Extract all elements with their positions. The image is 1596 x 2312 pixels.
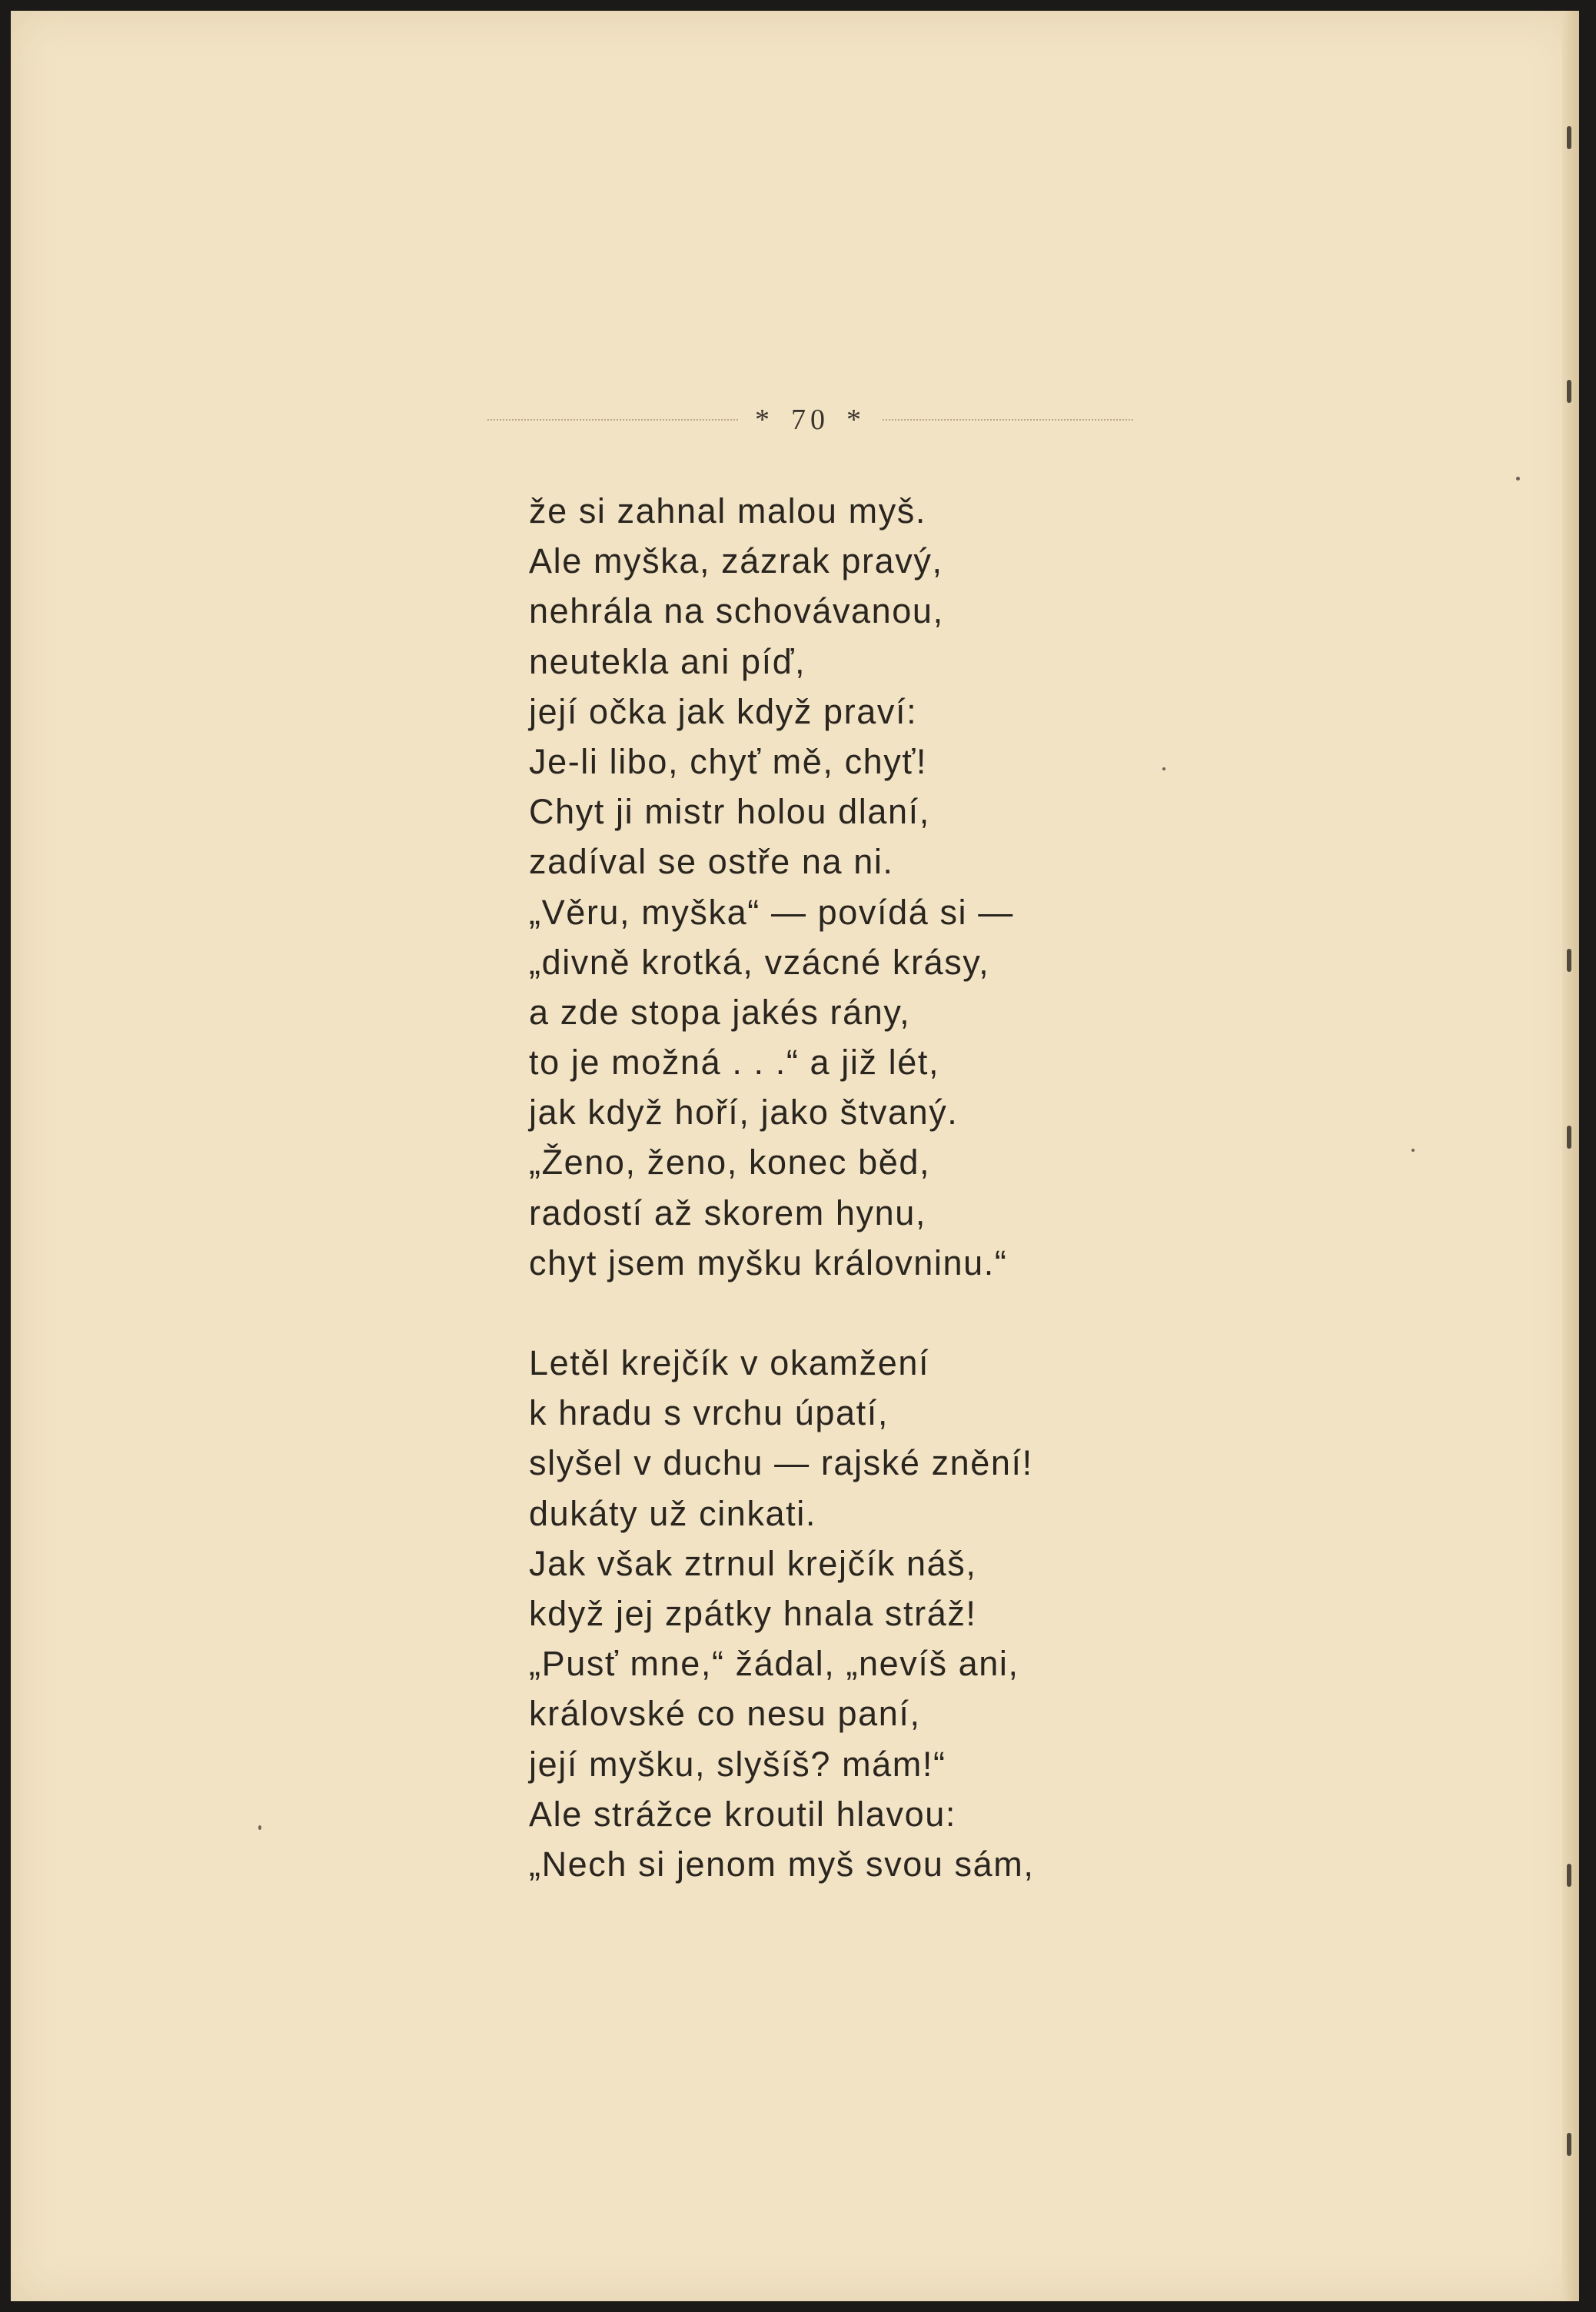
verse-line: Chyt ji mistr holou dlaní, [529,792,930,832]
verse-line: nehrála na schovávanou, [529,591,944,631]
verse-line: dukáty už cinkati. [529,1493,816,1533]
paper-speck [258,1825,261,1830]
verse-line: Ale myška, zázrak pravý, [529,541,943,581]
verse-line: jak když hoří, jako štvaný. [529,1093,959,1133]
page-number: 70 [791,404,830,436]
edge-mark [1567,380,1571,403]
edge-mark [1567,949,1571,972]
edge-mark [1567,1126,1571,1149]
verse-line: že si zahnal malou myš. [529,491,926,531]
verse-line: královské co nesu paní, [529,1694,921,1734]
page-header [487,404,1133,435]
verse-line: a zde stopa jakés rány, [529,992,911,1032]
verse-line: to je možná . . .“ a již lét, [529,1043,940,1083]
paper-speck [1411,1149,1415,1152]
verse-line: radostí až skorem hynu, [529,1193,927,1233]
verse-line: její myšku, slyšíš? mám!“ [529,1744,946,1784]
verse-line: „Pusť mne,“ žádal, „nevíš ani, [529,1644,1019,1684]
poem-body [529,486,1298,1889]
verse-line: Ale strážce kroutil hlavou: [529,1794,956,1834]
verse-line: zadíval se ostře na ni. [529,842,894,882]
stanza [529,1338,1298,1889]
header-ornament-left: * [755,404,774,436]
verse-line: Jak však ztrnul krejčík náš, [529,1543,977,1583]
paper-speck [1516,477,1520,481]
verse-line: „Věru, myška“ — povídá si — [529,892,1014,932]
verse-line: Je-li libo, chyť mě, chyť! [529,741,927,781]
edge-mark [1567,1864,1571,1887]
verse-line: když jej zpátky hnala stráž! [529,1593,977,1633]
edge-mark [1567,126,1571,149]
header-rule-left [487,419,738,421]
header-ornament-right: * [846,404,866,436]
verse-line: „Ženo, ženo, konec běd, [529,1143,931,1183]
header-rule-right [883,419,1133,421]
verse-line: „divně krotká, vzácné krásy, [529,942,990,982]
verse-line: k hradu s vrchu úpatí, [529,1393,889,1433]
verse-line: její očka jak když praví: [529,691,918,731]
book-page [11,11,1579,2301]
edge-mark [1567,2133,1571,2156]
page-edge [1562,11,1579,2301]
verse-line: „Nech si jenom myš svou sám, [529,1844,1035,1884]
verse-line: slyšel v duchu — rajské znění! [529,1443,1033,1483]
verse-line: neutekla ani píď, [529,641,806,681]
stanza [529,486,1298,1288]
verse-line: Letěl krejčík v okamžení [529,1343,930,1382]
verse-line: chyt jsem myšku královninu.“ [529,1242,1008,1282]
